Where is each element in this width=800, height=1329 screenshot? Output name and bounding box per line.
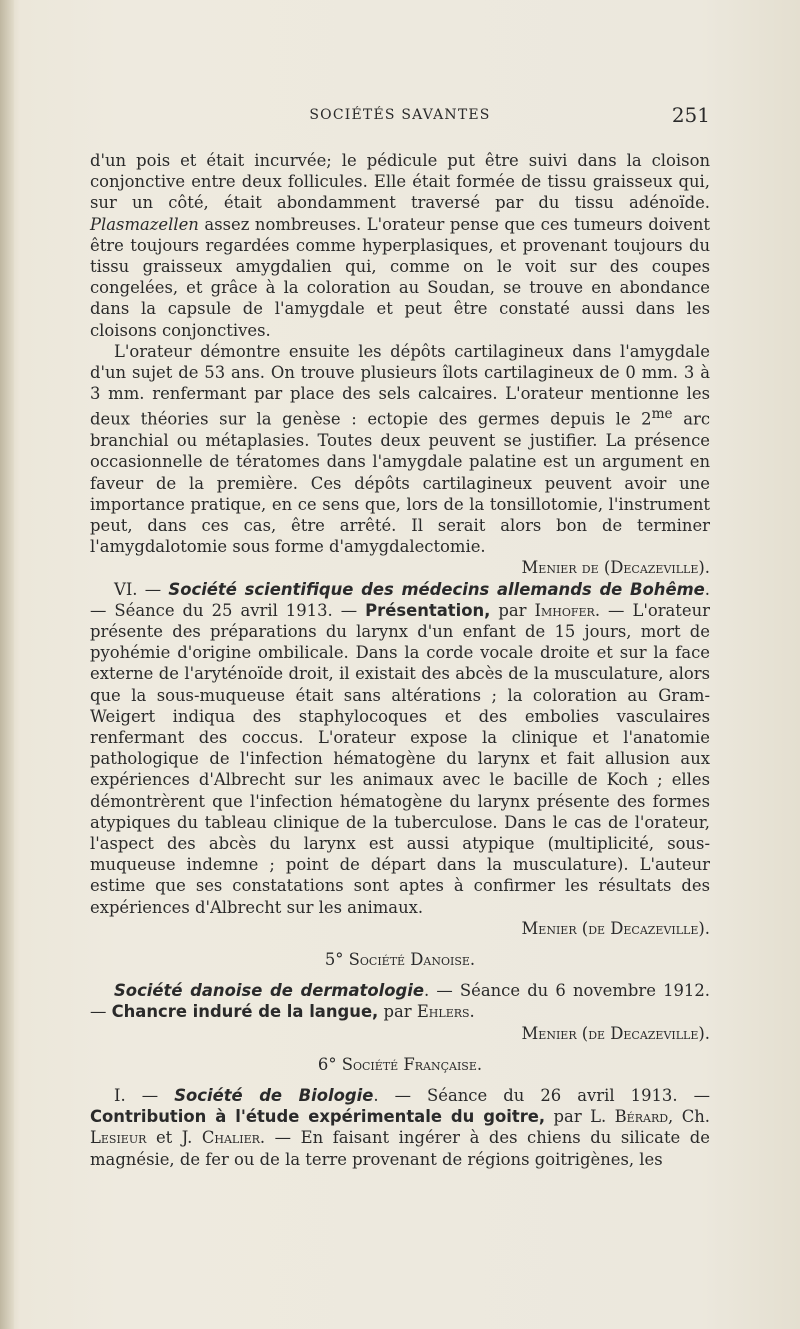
session-date-3: . — Séance du 26 avril 1913. — [373,1086,711,1105]
author-imhofer: Imhofer [534,600,595,620]
paragraph-2-text-b: arc branchial ou métaplasies. Toutes deux peuvent se justifier. La présence occasionnelle de tératomes dans l'amygdale palatine est un argument en faveur de la première. Ces dépôts cartilagineux peuvent avoir une importance pratique, en ce sens que, lors de la tonsillotomie, l'instrument peut, dans ces cas, être arrêté. Il serait alors bon de terminer l'amygdalotomie sous forme d'amygdalectomie. [90,409,711,557]
society-name-bohemia: Société scientifique des médecins allemands de Bohême [168,579,705,599]
author-chalier: Chalier [201,1128,260,1148]
article-title-goitre: Contribution à l'étude expérimentale du goitre, [90,1107,546,1127]
session-date-1: . — Séance du 25 avril 1913. — [90,579,710,620]
author-lesieur: Lesieur [90,1128,147,1148]
paragraph-5-text: . — En faisant ingérer à des chiens du silicate de magnésie, de fer ou de la terre provenant de régions goitrigènes, les [90,1128,710,1169]
society-name-danish: Société danoise de dermatologie [114,981,424,1001]
session-date-2: . — Séance du 6 novembre 1912. — [90,981,710,1022]
signature-2: Menier (de Decazeville). [521,918,710,938]
page-number: 251 [671,103,710,127]
page-binding-edge [0,0,14,1329]
page-body [90,150,710,1170]
by-word-3: par L. [545,1107,615,1127]
superscript-me: me [651,406,673,423]
separator-1: , Ch. [668,1107,711,1127]
paragraph-2-text-a: L'orateur démontre ensuite les dépôts cartilagineux dans l'amygdale d'un sujet de 53 ans. On trouve plusieurs îlots cartilagineux de 0 mm. 3 à 3 mm. renfermant par place des sels calcaires. L'orateur mentionne les deux théories sur la genèse : ectopie des germes depuis le 2 [90,341,710,429]
signature-3: Menier (de Decazeville). [521,1023,710,1043]
by-word-2: par [378,1002,417,1022]
signature-1: Menier de (Decazeville). [521,558,710,578]
paragraph-1-text-c: assez nombreuses. L'orateur pense que ces tumeurs doivent être toujours regardées comme hyperplasiques, et provenant toujours du tissu graisseux amygdalien qui, comme on le voit sur des coupes congelées, et grâce à la coloration au Soudan, se trouve en abondance dans la capsule de l'amygdale et peut être constaté aussi dans les cloisons conjonctives. [90,214,710,340]
society-name-biologie: Société de Biologie [174,1086,374,1105]
paragraph-1 [90,150,710,341]
paragraph-5 [90,1085,710,1170]
section-heading-6: 6° Société Française. [317,1054,483,1074]
section-number-vi: VI. — [114,579,169,599]
author-ehlers: Ehlers [416,1002,470,1022]
paragraph-2 [90,341,710,558]
paragraph-4 [90,980,710,1022]
paragraph-3-text: . — L'orateur présente des préparations du larynx d'un enfant de 15 jours, mort de pyohémie d'origine ombilicale. Dans la corde vocale droite et sur la face externe de l'aryténoïde droit, il existait des abcès de la musculature, alors que la sous-muqueuse était sans altérations ; la coloration au Gram-Weigert indiqua des staphylocoques et des embolies vasculaires renfermant des coccus. L'orateur expose la clinique et l'anatomie pathologique de l'infection hématogène du larynx et fait allusion aux expériences d'Albrecht sur les animaux avec le bacille de Koch ; elles démontrèrent que l'infection hématogène du larynx présente des formes atypiques du tableau clinique de la tuberculose. Dans le cas de l'orateur, l'aspect des abcès du larynx est aussi atypique (multiplicité, sous-muqueuse indemne ; point de départ dans la musculature). L'auteur estime que ses constatations sont aptes à confirmer les résultats des expériences d'Albrecht sur les animaux. [90,600,710,917]
separator-2: et J. [146,1128,202,1148]
article-title-presentation: Présentation, [365,600,491,620]
period: . [469,1002,475,1022]
article-title-chancre: Chancre induré de la langue, [111,1002,379,1022]
section-heading-5: 5° Société Danoise. [324,949,476,969]
term-plasmazellen: Plasmazellen [90,214,199,234]
running-head: SOCIÉTÉS SAVANTES [309,107,491,123]
author-berard: Bérard [614,1107,669,1127]
page-header [90,103,710,131]
section-number-i: I. — [114,1086,175,1105]
paragraph-3 [90,579,710,918]
by-word: par [490,600,535,620]
paragraph-1-text-a: d'un pois et était incurvée; le pédicule put être suivi dans la cloison conjonctive entre deux follicules. Elle était formée de tissu graisseux qui, sur un côté, était abondamment traversé par du tissu adénoïde. [90,151,710,213]
